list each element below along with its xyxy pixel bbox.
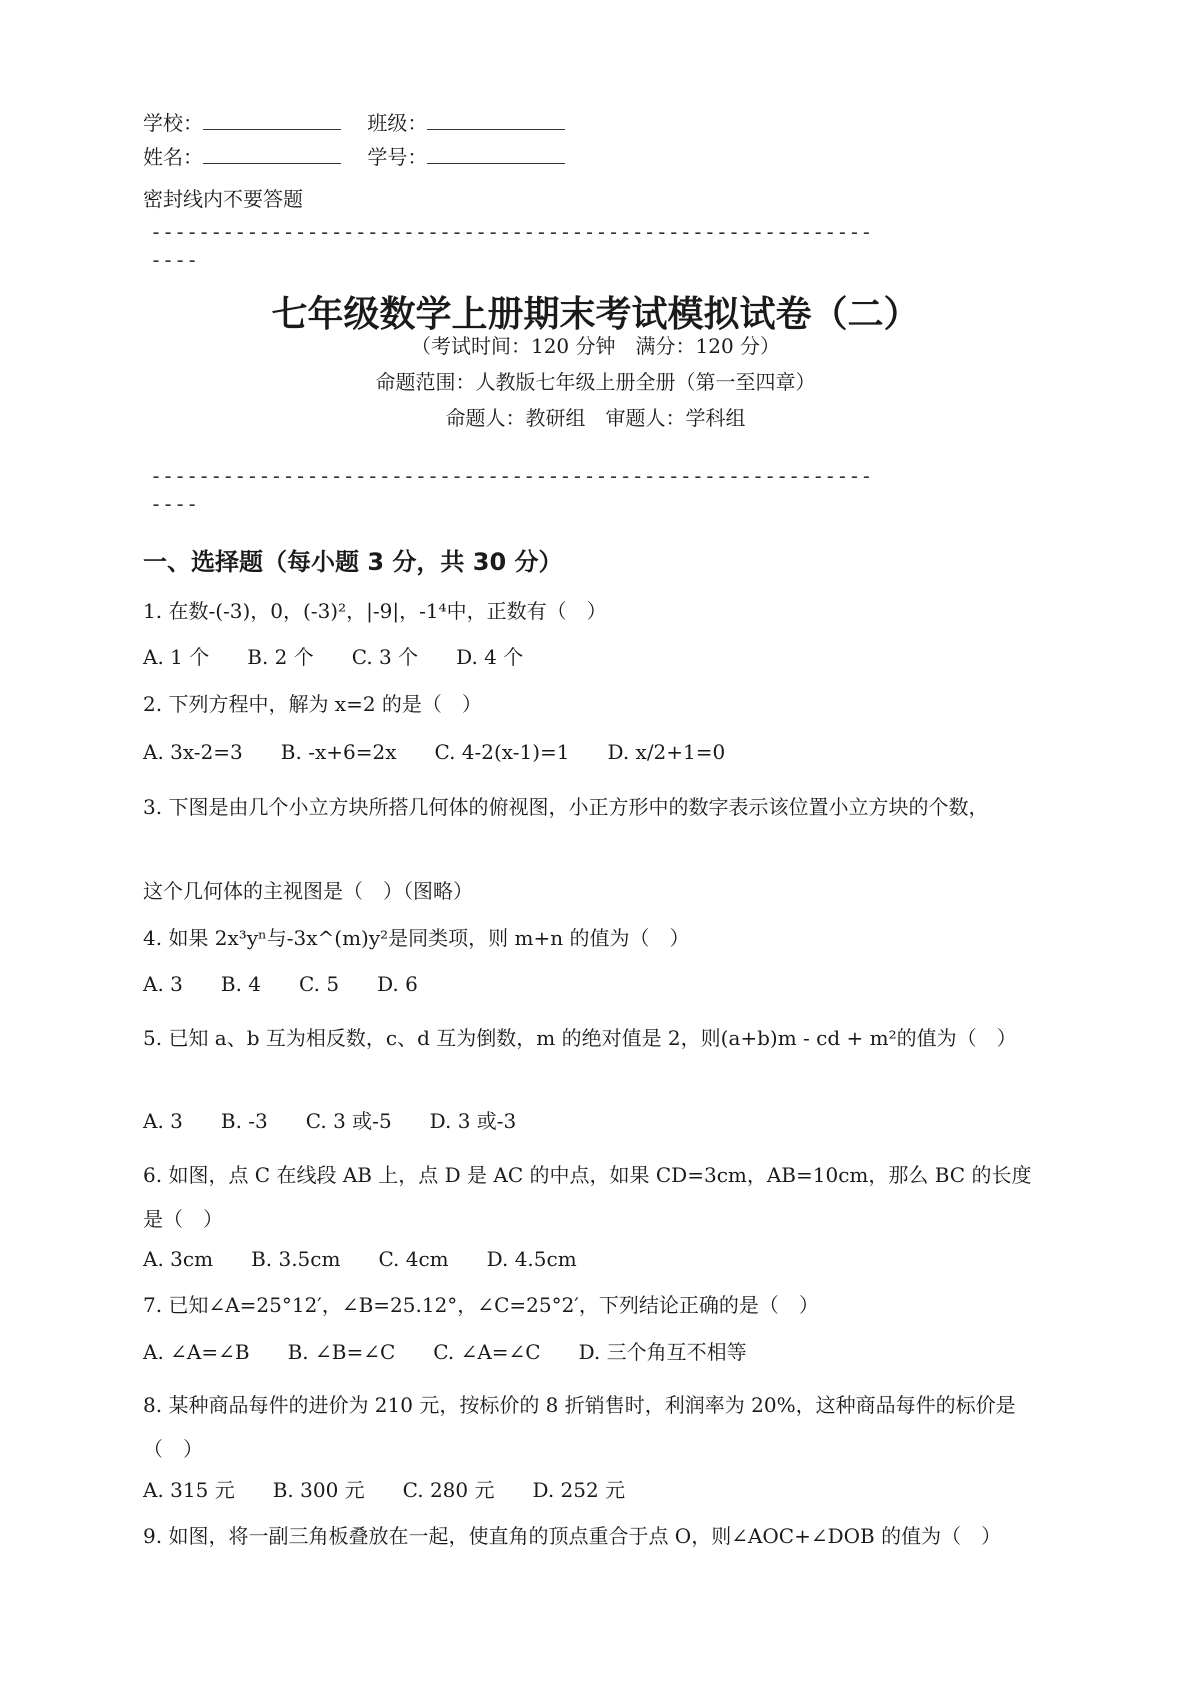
option-a: A. 3x-2=3 bbox=[143, 740, 243, 764]
question-5-options bbox=[143, 1107, 554, 1135]
option-a: A. 3 bbox=[143, 1109, 183, 1133]
option-c: C. 5 bbox=[299, 972, 340, 996]
option-c: C. 4cm bbox=[378, 1247, 449, 1271]
option-d: D. x/2+1=0 bbox=[607, 740, 726, 764]
class-label: 班级： bbox=[367, 111, 428, 135]
question-2-options bbox=[143, 738, 763, 766]
question-1-options bbox=[143, 643, 561, 671]
dash-tail-1: ---- bbox=[150, 248, 199, 272]
option-c: C. 3 或-5 bbox=[305, 1109, 392, 1133]
question-2: 2. 下列方程中，解为 x=2 的是（ ） bbox=[143, 692, 482, 716]
option-a: A. 3 bbox=[143, 972, 183, 996]
option-b: B. 300 元 bbox=[272, 1478, 365, 1502]
section-heading: 一、选择题（每小题 3 分，共 30 分） bbox=[143, 548, 563, 576]
exam-authors: 命题人：教研组 审题人：学科组 bbox=[445, 406, 746, 430]
option-d: D. 三个角互不相等 bbox=[578, 1340, 747, 1364]
question-6-options bbox=[143, 1245, 615, 1273]
school-label: 学校： bbox=[143, 111, 203, 135]
option-d: D. 3 或-3 bbox=[429, 1109, 517, 1133]
option-a: A. 1 个 bbox=[143, 645, 210, 669]
option-c: C. 280 元 bbox=[402, 1478, 495, 1502]
dash-tail-2: ---- bbox=[150, 492, 199, 516]
name-label: 姓名： bbox=[143, 145, 203, 169]
dash-line-2: ------------------------------------------------------------ bbox=[150, 464, 873, 488]
question-3: 3. 下图是由几个小立方块所搭几何体的俯视图，小正方形中的数字表示该位置小立方块的个数， bbox=[143, 795, 989, 819]
question-7-options bbox=[143, 1338, 785, 1366]
option-a: A. 3cm bbox=[143, 1247, 214, 1271]
option-c: C. 4-2(x-1)=1 bbox=[434, 740, 570, 764]
option-a: A. 315 元 bbox=[143, 1478, 235, 1502]
exam-scope: 命题范围：人教版七年级上册全册（第一至四章） bbox=[375, 370, 816, 394]
school-class-row bbox=[143, 110, 585, 136]
seal-line-top bbox=[150, 218, 1050, 274]
option-d: D. 6 bbox=[377, 972, 418, 996]
question-8-options bbox=[143, 1476, 663, 1504]
option-b: B. 4 bbox=[220, 972, 262, 996]
question-3-continued: 这个几何体的主视图是（ ）（图略） bbox=[143, 879, 473, 903]
question-4: 4. 如果 2x³yⁿ与-3x^(m)y²是同类项，则 m+n 的值为（ ） bbox=[143, 926, 690, 950]
option-b: B. -x+6=2x bbox=[280, 740, 397, 764]
option-d: D. 252 元 bbox=[532, 1478, 626, 1502]
seal-line-bottom bbox=[150, 462, 1050, 518]
option-c: C. ∠A=∠C bbox=[433, 1340, 541, 1364]
seal-note: 密封线内不要答题 bbox=[143, 187, 303, 211]
dash-line-1: ------------------------------------------------------------ bbox=[150, 220, 873, 244]
option-a: A. ∠A=∠B bbox=[143, 1340, 250, 1364]
question-4-options bbox=[143, 970, 456, 998]
option-d: D. 4.5cm bbox=[486, 1247, 577, 1271]
question-6: 6. 如图，点 C 在线段 AB 上，点 D 是 AC 的中点，如果 CD=3cm，AB=10cm，那么 BC 的长度是（ ） bbox=[143, 1163, 1032, 1231]
exam-time: （考试时间：120 分钟 满分：120 分） bbox=[410, 334, 781, 358]
option-b: B. 2 个 bbox=[247, 645, 314, 669]
name-blank bbox=[203, 145, 341, 164]
question-5: 5. 已知 a、b 互为相反数，c、d 互为倒数，m 的绝对值是 2，则(a+b)m - cd + m²的值为（ ） bbox=[143, 1026, 1017, 1050]
option-b: B. 3.5cm bbox=[251, 1247, 341, 1271]
name-id-row bbox=[143, 144, 585, 170]
page-title: 七年级数学上册期末考试模拟试卷（二） bbox=[271, 294, 920, 335]
question-8: 8. 某种商品每件的进价为 210 元，按标价的 8 折销售时，利润率为 20%，这种商品每件的标价是（ ） bbox=[143, 1393, 1016, 1461]
school-blank bbox=[203, 111, 341, 130]
question-9: 9. 如图，将一副三角板叠放在一起，使直角的顶点重合于点 O，则∠AOC+∠DOB 的值为（ ） bbox=[143, 1524, 1002, 1548]
question-1: 1. 在数-(-3)，0，(-3)²，|-9|，-1⁴中，正数有（ ） bbox=[143, 599, 607, 623]
class-blank bbox=[427, 111, 565, 130]
question-7: 7. 已知∠A=25°12′，∠B=25.12°，∠C=25°2′，下列结论正确的是（ ） bbox=[143, 1293, 819, 1317]
option-d: D. 4 个 bbox=[456, 645, 524, 669]
option-b: B. -3 bbox=[220, 1109, 268, 1133]
option-c: C. 3 个 bbox=[351, 645, 419, 669]
option-b: B. ∠B=∠C bbox=[287, 1340, 396, 1364]
id-blank bbox=[427, 145, 565, 164]
id-label: 学号： bbox=[367, 145, 428, 169]
